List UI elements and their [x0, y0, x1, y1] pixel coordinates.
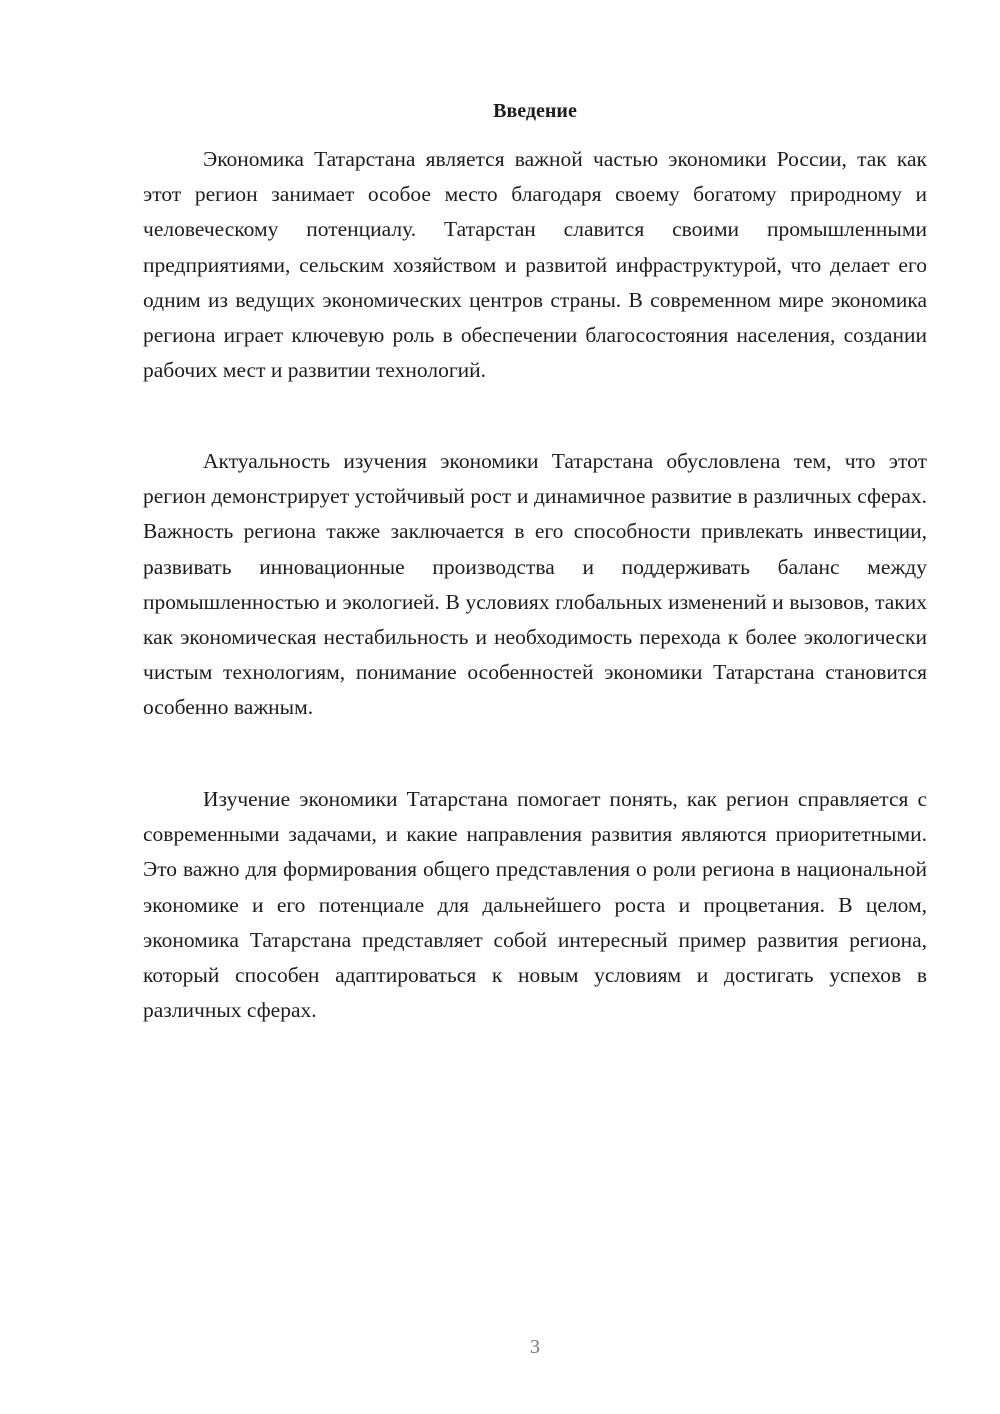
- paragraph-2: Актуальность изучения экономики Татарстана обусловлена тем, что этот регион демонстрирует устойчивый рост и динамичное развитие в различных сферах. Важность региона также заключается в его способности привлекать инвестиции, развивать инновационные производства и поддерживать баланс между промышленностью и экологией. В условиях глобальных изменений и вызовов, таких как экономическая нестабильность и необходимость перехода к более экологически чистым технологиям, понимание особенностей экономики Татарстана становится особенно важным.: [143, 449, 927, 720]
- paragraph-1: Экономика Татарстана является важной частью экономики России, так как этот регион занимает особое место благодаря своему богатому природному и человеческому потенциалу. Татарстан славится своими промышленными предприятиями, сельским хозяйством и развитой инфраструктурой, что делает его одним из ведущих экономических центров страны. В современном мире экономика региона играет ключевую роль в обеспечении благосостояния населения, создании рабочих мест и развитии технологий.: [143, 147, 927, 383]
- section-title: Введение: [493, 100, 577, 122]
- page-number: 3: [530, 1336, 540, 1358]
- paragraph-3: Изучение экономики Татарстана помогает понять, как регион справляется с современными задачами, и какие направления развития являются приоритетными. Это важно для формирования общего представления о роли региона в национальной экономике и его потенциале для дальнейшего роста и процветания. В целом, экономика Татарстана представляет собой интересный пример развития региона, который способен адаптироваться к новым условиям и достигать успехов в различных сферах.: [143, 787, 927, 1023]
